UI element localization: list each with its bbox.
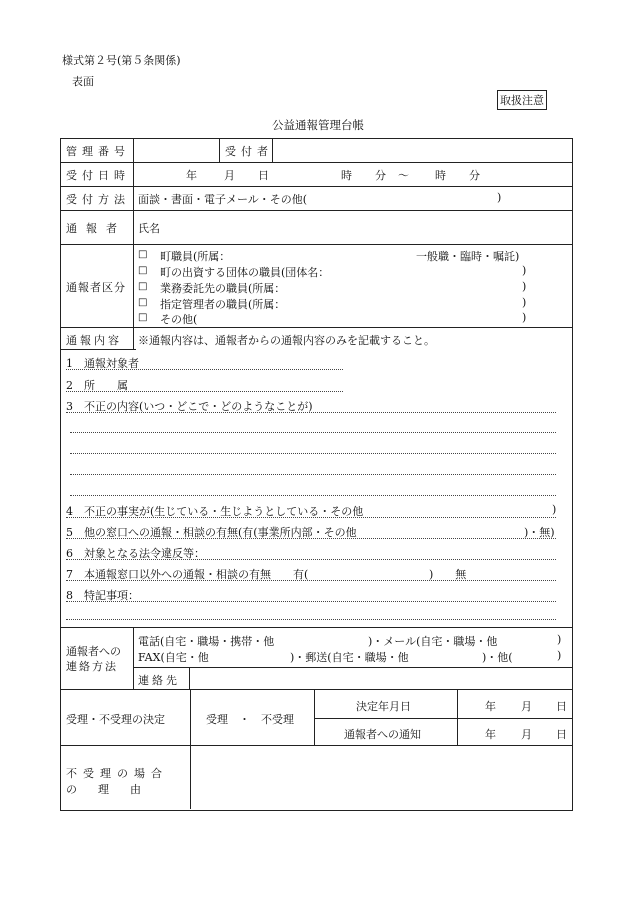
contact-mail-options: )・メール(自宅・職場・他 <box>368 635 498 648</box>
item-other-window: 5 他の窓口への通報・相談の有無(有(事業所内部・その他 <box>66 526 357 539</box>
label-receiver: 受付者 <box>225 145 273 158</box>
notification-day: 日 <box>556 728 567 741</box>
item-fact-end: ) <box>552 503 557 516</box>
category-affiliated-org: 町の出資する団体の職員(団体名： <box>160 266 330 279</box>
notification-year: 年 <box>485 728 496 741</box>
category-other: その他( <box>160 313 198 326</box>
label-notification: 通報者への通知 <box>344 728 421 741</box>
datetime-year: 年 <box>186 169 197 182</box>
checkbox-contractor[interactable]: □ <box>138 281 148 292</box>
label-management-number: 管理番号 <box>66 145 130 158</box>
side-label: 表面 <box>72 75 94 88</box>
label-report-content: 通報内容 <box>66 334 122 347</box>
item-outside-end: ) 無 <box>429 568 467 581</box>
item-law: 6 対象となる法令違反等： <box>66 547 205 560</box>
category-contractor: 業務委託先の職員(所属： <box>160 282 286 295</box>
notification-month: 月 <box>521 728 532 741</box>
item-other-window-end: )・無) <box>524 526 555 539</box>
receipt-method-options: 面談・書面・電子メール・その他( <box>138 193 308 206</box>
category-contractor-suffix: ) <box>522 280 527 293</box>
contact-line1-close: ) <box>557 633 562 646</box>
datetime-minute-end: 分 <box>469 169 480 182</box>
category-other-suffix: ) <box>522 311 527 324</box>
datetime-tilde: ～ <box>398 169 409 182</box>
label-rejection-reason-line1: 不受理の場合 <box>66 767 168 780</box>
category-town-staff-suffix: 一般職・臨時・嘱託) <box>416 250 520 263</box>
handling-notice-stamp: 取扱注意 <box>497 90 547 110</box>
label-receipt-method: 受付方法 <box>66 193 130 206</box>
decision-date-month: 月 <box>521 700 532 713</box>
label-contact-method-line1: 通報者への <box>66 645 121 658</box>
datetime-day: 日 <box>258 169 269 182</box>
datetime-minute: 分 <box>375 169 386 182</box>
item-target: 1 通報対象者 <box>66 357 139 370</box>
label-receipt-datetime: 受付日時 <box>66 169 130 182</box>
item-notes: 8 特記事項： <box>66 589 139 602</box>
name-label: 氏名 <box>138 222 160 235</box>
form-number: 様式第２号(第５条関係) <box>62 54 181 67</box>
label-contact-address: 連絡先 <box>138 674 180 687</box>
datetime-hour: 時 <box>341 169 352 182</box>
checkbox-town-staff[interactable]: □ <box>138 249 148 260</box>
checkbox-designated-manager[interactable]: □ <box>138 297 148 308</box>
category-designated-manager-suffix: ) <box>522 296 527 309</box>
contact-phone-options: 電話(自宅・職場・携帯・他 <box>138 635 275 648</box>
datetime-month: 月 <box>224 169 235 182</box>
report-note: ※通報内容は、通報者からの通報内容のみを記載すること。 <box>138 334 435 347</box>
label-rejection-reason-line2: の 理 由 <box>66 783 146 796</box>
checkbox-affiliated-org[interactable]: □ <box>138 265 148 276</box>
label-reporter: 通報者 <box>66 222 126 235</box>
receipt-method-close: ) <box>497 191 502 204</box>
checkbox-other[interactable]: □ <box>138 312 148 323</box>
item-fact: 4 不正の事実が(生じている・生じようとしている・その他 <box>66 505 364 518</box>
contact-fax-options: FAX(自宅・他 <box>138 651 209 664</box>
label-contact-method-line2: 連絡方法 <box>66 660 118 673</box>
label-decision: 受理・不受理の決定 <box>66 713 165 726</box>
decision-date-day: 日 <box>556 700 567 713</box>
decision-options: 受理 ・ 不受理 <box>206 713 294 726</box>
item-affiliation: 2 所 属 <box>66 379 128 392</box>
contact-line2-close: ) <box>557 649 562 662</box>
contact-post-options: )・郵送(自宅・職場・他 <box>290 651 409 664</box>
category-designated-manager: 指定管理者の職員(所属： <box>160 298 286 311</box>
document-title: 公益通報管理台帳 <box>272 118 364 132</box>
category-affiliated-org-suffix: ) <box>522 264 527 277</box>
label-decision-date: 決定年月日 <box>356 700 411 713</box>
item-content: 3 不正の内容(いつ・どこで・どのようなことが) <box>66 400 313 413</box>
label-reporter-category: 通報者区分 <box>66 281 126 294</box>
datetime-hour-end: 時 <box>435 169 446 182</box>
item-outside: 7 本通報窓口以外への通報・相談の有無 有( <box>66 568 309 581</box>
category-town-staff: 町職員(所属： <box>160 250 231 263</box>
contact-other-options: )・他( <box>482 651 513 664</box>
decision-date-year: 年 <box>485 700 496 713</box>
